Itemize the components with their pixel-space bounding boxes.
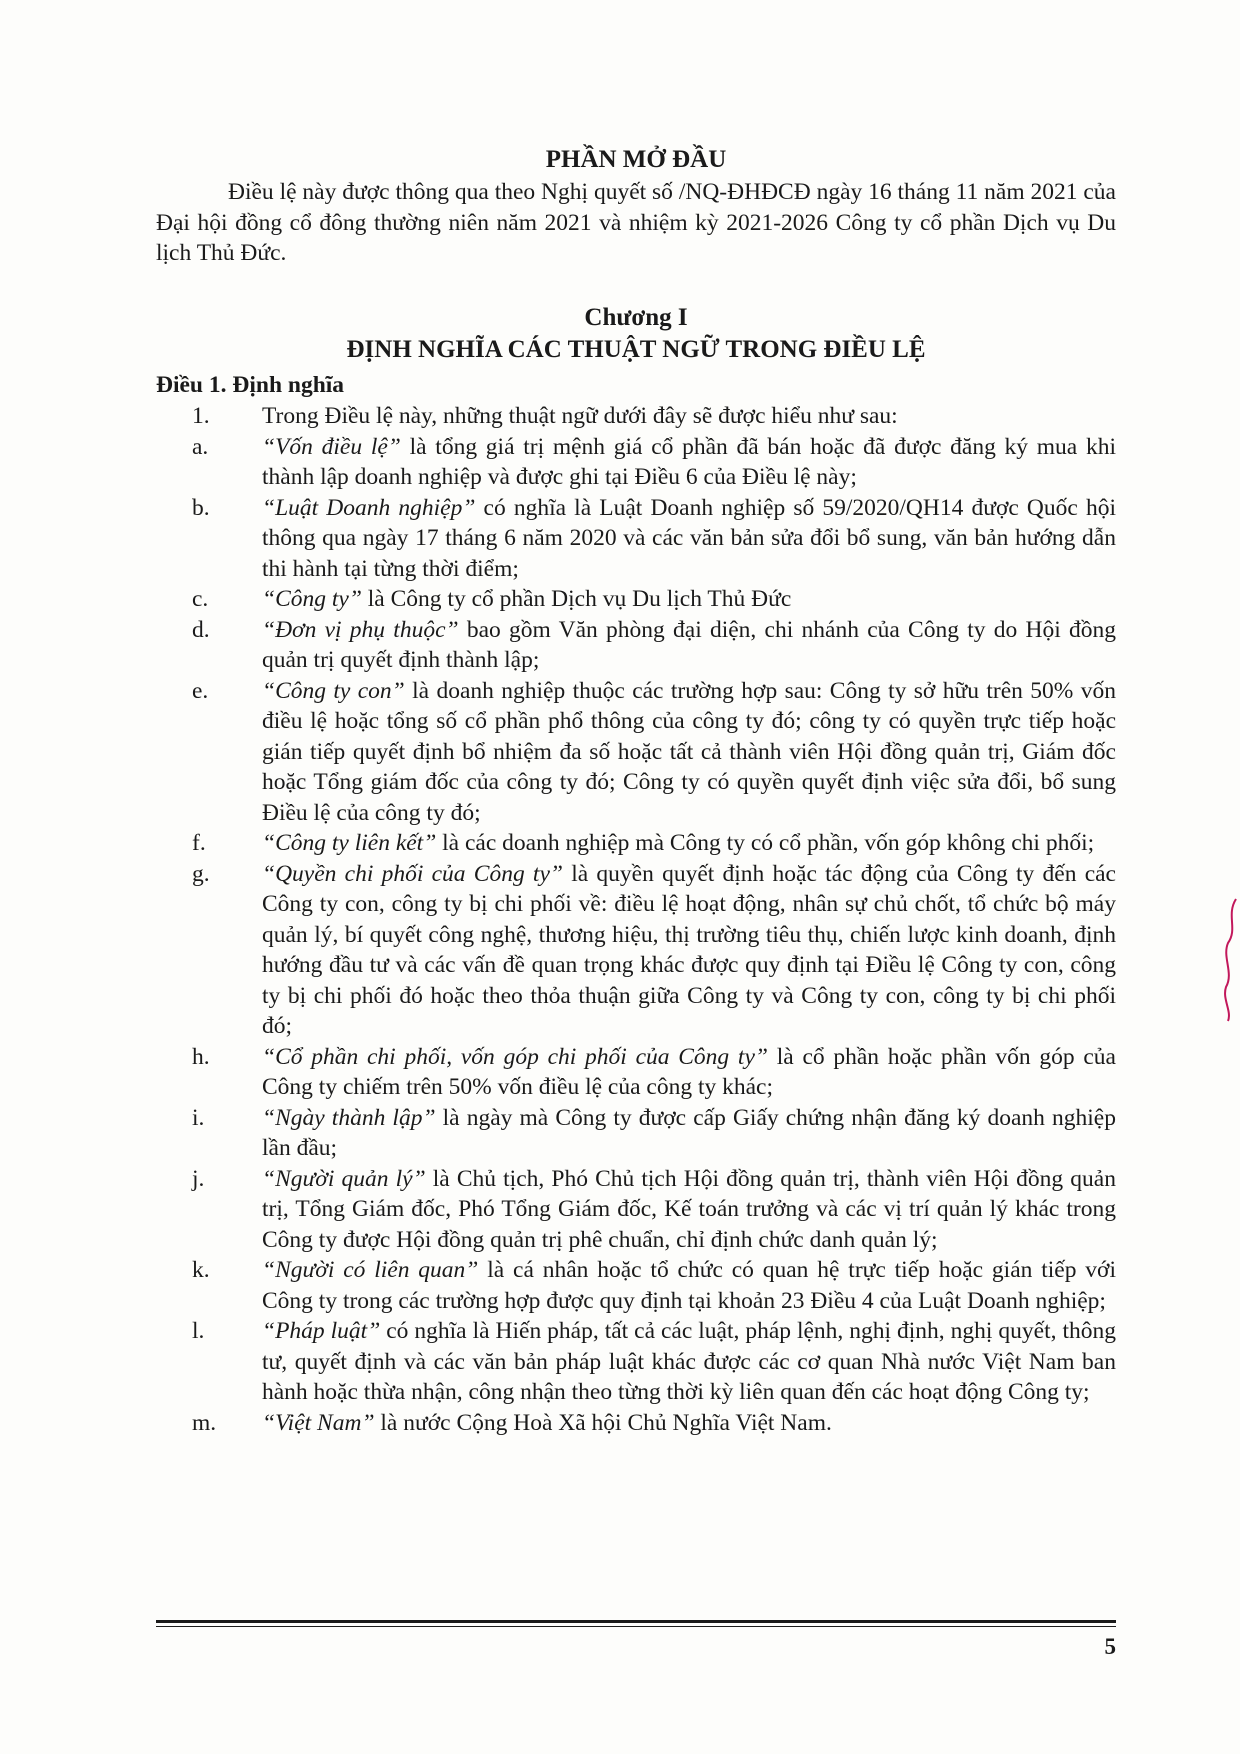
intro-paragraph: Điều lệ này được thông qua theo Nghị quyết số /NQ-ĐHĐCĐ ngày 16 tháng 11 năm 2021 của Đại hội đồng cổ đông thường niên năm 2021 và nhiệm kỳ 2021-2026 Công ty cổ phần Dịch vụ Du lịch Thủ Đức. <box>156 179 1116 266</box>
item-text <box>262 1408 1116 1439</box>
list-item <box>156 828 1116 859</box>
item-definition: là cá nhân hoặc tổ chức có quan hệ trực tiếp hoặc gián tiếp với Công ty trong các trường hợp được quy định tại khoản 23 Điều 4 của Luật Doanh nghiệp; <box>262 1257 1116 1314</box>
item-label: l. <box>192 1318 205 1344</box>
item-definition: là quyền quyết định hoặc tác động của Công ty đến các Công ty con, công ty bị chi phối về: điều lệ hoạt động, nhân sự chủ chốt, tổ chức bộ máy quản lý, bí quyết công nghệ, thương hiệu, thị trường tiêu thụ, chiến lược kinh doanh, định hướng đầu tư và các vấn đề quan trọng khác được quy định tại Điều lệ Công ty con, công ty bị chi phối đó hoặc theo thỏa thuận giữa Công ty và Công ty con, công ty bị chi phối đó; <box>262 860 1116 1039</box>
item-term: “Đơn vị phụ thuộc” <box>262 616 459 643</box>
chapter-title: Chương I <box>584 304 688 331</box>
item-definition: là Công ty cổ phần Dịch vụ Du lịch Thủ Đức <box>361 586 792 612</box>
item-term: “Người quản lý” <box>262 1165 426 1192</box>
item-term: “Luật Doanh nghiệp” <box>262 494 476 521</box>
item-text <box>262 1042 1116 1103</box>
list-item <box>156 432 1116 493</box>
item-text <box>262 1103 1116 1164</box>
item-term: “Việt Nam” <box>262 1409 375 1436</box>
definitions-list <box>156 401 1116 1438</box>
item-definition: bao gồm Văn phòng đại diện, chi nhánh của Công ty do Hội đồng quản trị quyết định thành lập; <box>262 616 1116 673</box>
list-item <box>156 1255 1116 1316</box>
item-text <box>262 1255 1116 1316</box>
list-item <box>156 1164 1116 1256</box>
item-definition: có nghĩa là Luật Doanh nghiệp số 59/2020/QH14 được Quốc hội thông qua ngày 17 tháng 6 năm 2020 và các văn bản sửa đổi bổ sung, văn bản hướng dẫn thi hành tại từng thời điểm; <box>262 494 1116 582</box>
seal-edge-mark <box>1218 895 1240 1025</box>
item-text <box>262 1164 1116 1256</box>
item-label: a. <box>192 433 209 460</box>
list-item <box>156 584 1116 615</box>
item-label: e. <box>192 677 209 704</box>
list-item <box>156 1316 1116 1408</box>
seal-stroke <box>1225 899 1236 1021</box>
item-label: k. <box>192 1257 210 1283</box>
item-definition: là nước Cộng Hoà Xã hội Chủ Nghĩa Việt Nam. <box>374 1409 832 1436</box>
item-label: i. <box>192 1104 205 1131</box>
item-label: 1. <box>192 403 210 429</box>
list-item <box>156 676 1116 829</box>
item-term: “Công ty liên kết” <box>262 830 437 856</box>
item-text <box>262 1316 1116 1408</box>
item-term: “Người có liên quan” <box>262 1257 479 1283</box>
item-text <box>262 676 1116 829</box>
item-text <box>262 432 1116 493</box>
item-definition: có nghĩa là Hiến pháp, tất cả các luật, pháp lệnh, nghị định, nghị quyết, thông tư, quyết định và các văn bản pháp luật khác được các cơ quan Nhà nước Việt Nam ban hành hoặc thừa nhận, công nhận theo từng thời kỳ liên quan đến các hoạt động Công ty; <box>262 1318 1116 1405</box>
item-text <box>262 828 1116 859</box>
item-term: “Cổ phần chi phối, vốn góp chi phối của Công ty” <box>262 1043 768 1070</box>
item-definition: là Chủ tịch, Phó Chủ tịch Hội đồng quản trị, thành viên Hội đồng quản trị, Tổng Giám đốc, Phó Tổng Giám đốc, Kế toán trưởng và các vị trí quản lý khác trong Công ty được Hội đồng quản trị phê chuẩn, chỉ định chức danh quản lý; <box>262 1165 1116 1253</box>
item-label: c. <box>192 586 209 612</box>
item-term: “Công ty” <box>262 586 362 612</box>
item-label: g. <box>192 860 210 887</box>
item-label: b. <box>192 494 210 521</box>
item-term: “Ngày thành lập” <box>262 1104 436 1131</box>
item-text <box>262 859 1116 1042</box>
footer-divider <box>156 1620 1116 1627</box>
item-term: “Pháp luật” <box>262 1318 381 1344</box>
item-text <box>262 401 1116 432</box>
item-definition: là các doanh nghiệp mà Công ty có cổ phần, vốn góp không chi phối; <box>436 830 1095 856</box>
intro-heading: PHẦN MỞ ĐẦU <box>545 146 727 173</box>
footer-rule-thin <box>156 1626 1116 1627</box>
item-label: h. <box>192 1043 210 1070</box>
article-heading: Điều 1. Định nghĩa <box>156 372 345 398</box>
list-item <box>156 1408 1116 1439</box>
item-term: “Công ty con” <box>262 677 405 704</box>
item-definition: là cổ phần hoặc phần vốn góp của Công ty chiếm trên 50% vốn điều lệ của công ty khác; <box>262 1043 1116 1100</box>
item-definition: là doanh nghiệp thuộc các trường hợp sau: Công ty sở hữu trên 50% vốn điều lệ hoặc tổng số cổ phần phổ thông của công ty đó; công ty có quyền trực tiếp hoặc gián tiếp quyết định bổ nhiệm đa số hoặc tất cả thành viên Hội đồng quản trị, Giám đốc hoặc Tổng giám đốc của công ty đó; Công ty có quyền quyết định việc sửa đổi, bổ sung Điều lệ của công ty đó; <box>262 677 1116 826</box>
chapter-subtitle: ĐỊNH NGHĨA CÁC THUẬT NGỮ TRONG ĐIỀU LỆ <box>346 336 926 363</box>
item-text <box>262 493 1116 585</box>
item-label: d. <box>192 616 210 643</box>
list-item <box>156 615 1116 676</box>
list-item <box>156 1103 1116 1164</box>
item-text <box>262 584 1116 615</box>
item-definition: là tổng giá trị mệnh giá cổ phần đã bán hoặc đã được đăng ký mua khi thành lập doanh nghiệp và được ghi tại Điều 6 của Điều lệ này; <box>262 433 1116 490</box>
list-item <box>156 1042 1116 1103</box>
item-label: f. <box>192 830 206 856</box>
list-item <box>156 401 1116 432</box>
item-term: “Quyền chi phối của Công ty” <box>262 860 563 887</box>
item-definition: Trong Điều lệ này, những thuật ngữ dưới đây sẽ được hiểu như sau: <box>262 403 898 429</box>
page-number: 5 <box>1104 1634 1116 1659</box>
footer-rule-thick <box>156 1620 1116 1623</box>
list-item <box>156 859 1116 1042</box>
item-term: “Vốn điều lệ” <box>262 433 401 460</box>
item-label: m. <box>192 1409 217 1436</box>
item-text <box>262 615 1116 676</box>
item-definition: là ngày mà Công ty được cấp Giấy chứng nhận đăng ký doanh nghiệp lần đầu; <box>262 1104 1116 1161</box>
list-item <box>156 493 1116 585</box>
item-label: j. <box>192 1165 205 1192</box>
